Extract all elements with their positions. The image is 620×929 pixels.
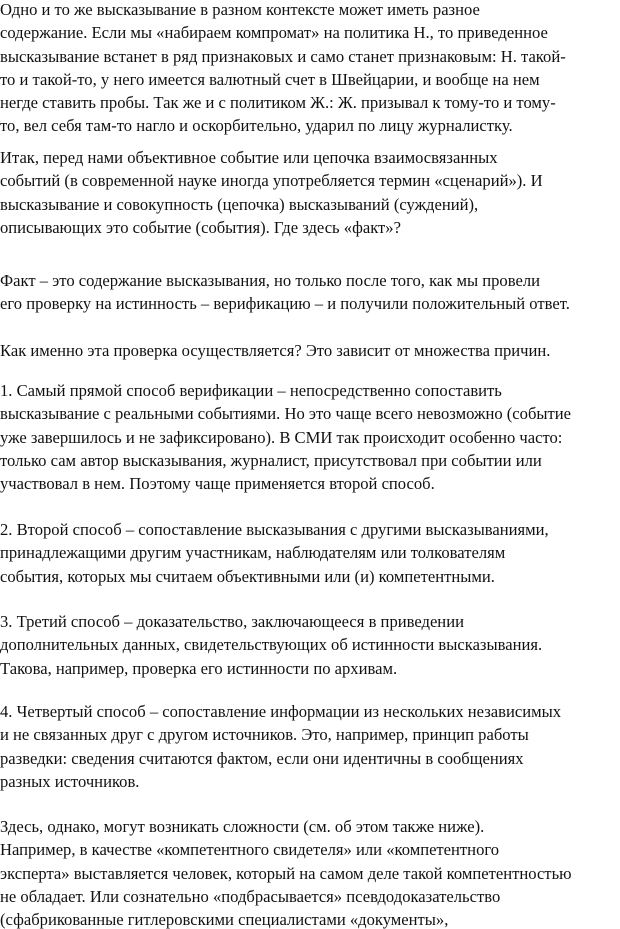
text-line: высказывание с реальными событиями. Но это чаще всего невозможно (событие bbox=[0, 404, 572, 424]
paragraph-method-4 bbox=[0, 700, 561, 793]
text-line: Одно и то же высказывание в разном контексте может иметь разное bbox=[0, 0, 480, 19]
text-line: и не связанных друг с другом источников. Это, например, принцип работы bbox=[0, 725, 529, 745]
text-line: содержание. Если мы «набираем компромат» на политика Н., то приведенное bbox=[0, 23, 548, 43]
text-line: 1. Самый прямой способ верификации – непосредственно сопоставить bbox=[0, 381, 502, 400]
text-line: событий (в современной науке иногда употребляется термин «сценарий»). И bbox=[0, 171, 543, 191]
text-line: высказывание встанет в ряд признаковых и само станет признаковым: Н. такой- bbox=[0, 46, 566, 66]
text-line: (сфабрикованные гитлеровскими специалистами «документы», bbox=[0, 910, 449, 929]
text-line: 4. Четвертый способ – сопоставление информации из нескольких независимых bbox=[0, 702, 562, 721]
text-line: 3. Третий способ – доказательство, заключающееся в приведении bbox=[0, 612, 464, 631]
text-line: эксперта» выставляется человек, который на самом деле такой компетентностью bbox=[0, 863, 572, 883]
text-line: его проверку на истинность – верификацию – и получили положительный ответ. bbox=[0, 294, 570, 314]
text-line: Такова, например, проверка его истинности по архивам. bbox=[0, 658, 398, 678]
paragraph-method-2 bbox=[0, 518, 549, 588]
text-line: не обладает. Или сознательно «подбрасывается» псевдодоказательство bbox=[0, 886, 501, 906]
text-line: то и такой-то, у него имеется валютный счет в Швейцарии, и вообще на нем bbox=[0, 69, 540, 89]
paragraph-method-1 bbox=[0, 379, 571, 495]
paragraph-method-3 bbox=[0, 610, 542, 680]
text-line: участвовал в нем. Поэтому чаще применяется второй способ. bbox=[0, 474, 435, 494]
text-line: негде ставить пробы. Так же и с политиком Ж.: Ж. призывал к тому-то и тому- bbox=[0, 93, 556, 113]
text-line: разведки: сведения считаются фактом, если они идентичны в сообщениях bbox=[0, 748, 524, 768]
text-line: Например, в качестве «компетентного свидетеля» или «компетентного bbox=[0, 840, 500, 860]
paragraph-fact-definition bbox=[0, 269, 570, 316]
text-line: Здесь, однако, могут возникать сложности (см. об этом также ниже). bbox=[0, 817, 485, 836]
paragraph-context bbox=[0, 0, 566, 138]
text-line: Итак, перед нами объективное событие или цепочка взаимосвязанных bbox=[0, 148, 498, 167]
paragraph-event bbox=[0, 146, 543, 239]
text-line: только сам автор высказывания, журналист, присутствовал при событии или bbox=[0, 450, 542, 470]
text-line: высказывание и совокупность (цепочка) высказываний (суждений), bbox=[0, 194, 479, 214]
text-line: события, которых мы считаем объективными или (и) компетентными. bbox=[0, 566, 495, 586]
text-line: 2. Второй способ – сопоставление высказывания с другими высказываниями, bbox=[0, 520, 549, 539]
text-line: дополнительных данных, свидетельствующих об истинности высказывания. bbox=[0, 635, 543, 655]
paragraph-complications bbox=[0, 815, 572, 929]
text-line: принадлежащими другим участникам, наблюдателям или толкователям bbox=[0, 543, 506, 563]
text-line: описывающих это событие (события). Где здесь «факт»? bbox=[0, 217, 401, 237]
text-line: Факт – это содержание высказывания, но только после того, как мы провели bbox=[0, 271, 540, 290]
text-line: разных источников. bbox=[0, 771, 140, 791]
text-line: уже завершилось и не зафиксировано). В СМИ так происходит особенно часто: bbox=[0, 427, 563, 447]
paragraph-question bbox=[0, 339, 550, 362]
text-line: Как именно эта проверка осуществляется? Это зависит от множества причин. bbox=[0, 341, 551, 360]
text-line: то, вел себя там-то нагло и оскорбительно, ударил по лицу журналистку. bbox=[0, 116, 513, 136]
